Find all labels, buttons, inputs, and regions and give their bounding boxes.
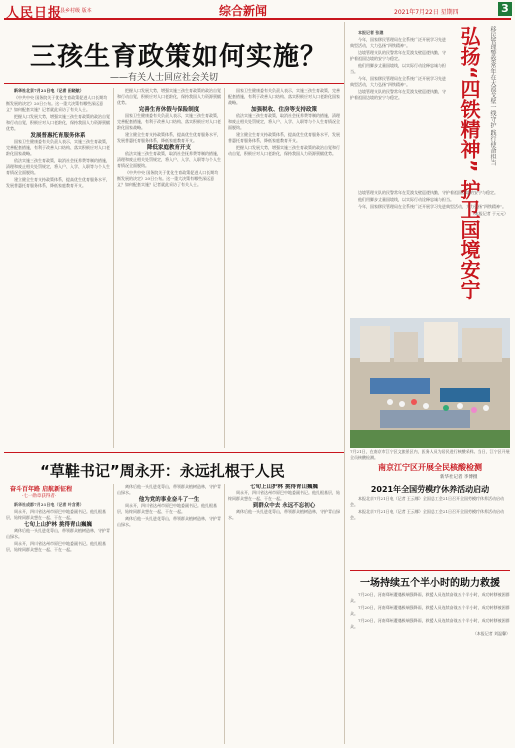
right-vertical-lead: 移民管理警察常年在大漠戈壁一线守护 践行使命担当 (489, 26, 496, 166)
middle-paragraph: 周永开，四川省达州市原巴中地委副书记。他扎根基层，始终同群众想在一起、干在一起。 (6, 541, 106, 552)
right-byline: （本报记者 于元元） (470, 211, 508, 216)
lead-column-3 (228, 88, 340, 448)
middle-paragraph: 新华社成都7月21日电（记者 叶含勇） (14, 502, 84, 507)
lead-subsection-heading: 加强税收、住房等支持政策 (250, 107, 317, 113)
lead-paragraph: 把握人口发展大势，增强实施三孩生育政策的政治自觉和行动自觉，积极应对人口老龄化，保持我国人力资源禀赋优势。 (6, 114, 110, 131)
lead-paragraph: 建立健全生育支持政策体系，提高优生优育服务水平，发展普惠托育服务体系，降低家庭教育开支。 (117, 132, 221, 143)
series-banner: 奋斗百年路 启航新征程 (10, 486, 73, 493)
middle-paragraph: 离休后他一头扎进花萼山，带领群众植树造林，守护青山绿水。 (117, 484, 221, 495)
lead-subhead: ——有关人士回应社会关切 (110, 73, 219, 83)
right-paragraph: 边境管理支队的民警常年在荒漠戈壁巡逻执勤，守护着祖国边境的安宁与稳定。 (350, 89, 446, 100)
side-paragraph: 7月20日，河南郑州遭遇极端强降雨，救援人员连续奋战五个半小时，成功转移被困群众。 (350, 618, 510, 629)
series-banner-sub: ·七一勋章获得者· (22, 494, 57, 499)
masthead (4, 2, 511, 20)
side-divider (350, 570, 510, 571)
lead-paragraph: 建立健全生育支持政策体系，提高优生优育服务水平，发展普惠托育服务体系，降低家庭教育开支。 (6, 177, 110, 188)
side-article-text (350, 496, 510, 568)
lead-paragraph: 把握人口发展大势，增强实施三孩生育政策的政治自觉和行动自觉，积极应对人口老龄化，保持我国人力资源禀赋优势。 (117, 88, 221, 105)
lead-subsection-heading: 发展普惠托育服务体系 (30, 133, 86, 139)
lead-paragraph: 依法实施三孩生育政策，取消社会抚养费等制约措施，清理和废止相关处罚规定，将入户、入学、入职等与个人生育情况全面脱钩。 (117, 151, 221, 168)
lead-paragraph: 《中共中央 国务院关于优化生育政策促进人口长期均衡发展的决定》20日公布。这一重大决策有哪些深远意义？如何配套实施？记者就此采访了有关人士。 (6, 95, 108, 112)
middle-paragraph: 离休后他一头扎进花萼山，带领群众植树造林，守护青山绿水。 (117, 516, 221, 527)
right-paragraph: 边境管理支队的民警常年在荒漠戈壁巡逻执勤，守护着祖国边境的安宁与稳定。 (358, 190, 498, 195)
middle-subsection-heading: 七旬上山护林 挑得青山巍巍 (250, 484, 318, 490)
middle-paragraph: 离休后他一头扎进花萼山，带领群众植树造林，守护青山绿水。 (228, 509, 340, 520)
right-headline: 弘扬“四铁精神” 护卫国境安宁 (457, 26, 481, 300)
right-article-text (350, 30, 448, 185)
photo-caption-title: 南京江宁区开展全民核酸检测 (378, 463, 482, 472)
lead-column-1 (6, 88, 110, 448)
middle-subsection-heading: 他为党的事业奋斗了一生 (138, 497, 200, 503)
side-paragraph: 本报北京7月21日电（记者 王云娜）全国总工会21日召开全国劳模疗休养活动启动会。 (350, 496, 504, 507)
column-rule (113, 484, 114, 744)
side-paragraph: 7月20日，河南郑州遭遇极端强降雨，救援人员连续奋战五个半小时，成功转移被困群众。 (350, 592, 510, 603)
right-paragraph: 他们用脚步丈量国境线，以实际行动诠释忠诚与担当。 (358, 197, 454, 202)
right-byline-top: 本报记者 张璁 (358, 30, 384, 35)
middle-paragraph: 周永开，四川省达州市原巴中地委副书记。他扎根基层，始终同群众想在一起、干在一起。 (117, 503, 217, 514)
middle-headline: “草鞋书记”周永开：永远扎根于人民 (40, 462, 285, 480)
lead-paragraph: 《中共中央 国务院关于优化生育政策促进人口长期均衡发展的决定》20日公布。这一重大决策有哪些深远意义？如何配套实施？记者就此采访了有关人士。 (117, 170, 219, 187)
right-paragraph: 他们用脚步丈量国境线，以实际行动诠释忠诚与担当。 (350, 63, 446, 74)
side-byline: （本报记者 刘温馨） (472, 631, 510, 636)
side-headline: 2021年全国劳模疗休养活动启动 (370, 485, 490, 494)
middle-column-2 (117, 484, 221, 744)
column-rule (344, 452, 345, 744)
lead-paragraph: 依法实施三孩生育政策，取消社会抚养费等制约措施，清理和废止相关处罚规定，将入户、入学、入职等与个人生育情况全面脱钩。 (228, 113, 340, 130)
lead-paragraph: 国家卫生健康委有关负责人表示，实施三孩生育政策，完善配套措施，有利于改善人口结构、落实积极应对人口老龄化国家战略。 (6, 139, 110, 156)
right-paragraph: 边境管理支队的民警常年在荒漠戈壁巡逻执勤，守护着祖国边境的安宁与稳定。 (350, 50, 446, 61)
column-rule (224, 484, 225, 744)
newspaper-logo: 人民日报 (6, 6, 63, 21)
column-rule (344, 22, 345, 452)
middle-subsection-heading: 七旬上山护林 挑得青山巍巍 (24, 522, 92, 528)
lead-paragraph: 国家卫生健康委有关负责人表示，实施三孩生育政策，完善配套措施，有利于改善人口结构、落实积极应对人口老龄化国家战略。 (117, 113, 221, 130)
nucleic-test-photo (350, 318, 510, 448)
headline-divider (4, 83, 344, 84)
lead-column-2 (117, 88, 221, 448)
side-paragraph: 本报北京7月21日电（记者 王云娜）全国总工会21日召开全国劳模疗休养活动启动会。 (350, 509, 504, 520)
middle-column-1 (6, 502, 110, 744)
right-paragraph: 今年，国家移民管理局在全系统广泛开展学习先进典型活动，大力弘扬“四铁精神”。 (358, 204, 507, 209)
side-paragraph: 7月20日，河南郑州遭遇极端强降雨，救援人员连续奋战五个半小时，成功转移被困群众。 (350, 605, 510, 616)
lead-subsection-heading: 降低家庭教育开支 (146, 145, 191, 151)
middle-subsection-heading: 到群众中去 永远不忘初心 (252, 503, 316, 509)
photo-caption-paragraph: 7月21日，在南京市江宁区文旅景区内，医务人员为居民进行核酸采样。当日，江宁区开展全员核酸检测。 (350, 449, 510, 460)
photo-caption-text (350, 449, 510, 463)
logo-subtitle: 县乡村级 版本 (60, 8, 92, 14)
lead-paragraph: 建立健全生育支持政策体系，提高优生优育服务水平，发展普惠托育服务体系，降低家庭教育开支。 (228, 132, 340, 143)
side-headline-2: 一场持续五个半小时的助力救援 (360, 578, 500, 589)
right-article-text-lower (350, 190, 508, 310)
lead-subsection-heading: 完善生育休假与保险制度 (138, 107, 200, 113)
photo-credit: 新华社记者 李博摄 (440, 475, 478, 480)
issue-date: 2021年7月22日 星期四 (394, 9, 459, 16)
middle-paragraph: 周永开，四川省达州市原巴中地委副书记。他扎根基层，始终同群众想在一起、干在一起。 (228, 490, 340, 501)
lead-paragraph: 依法实施三孩生育政策，取消社会抚养费等制约措施，清理和废止相关处罚规定，将入户、入学、入职等与个人生育情况全面脱钩。 (6, 158, 110, 175)
section-divider (4, 452, 344, 453)
middle-paragraph: 离休后他一头扎进花萼山，带领群众植树造林，守护青山绿水。 (6, 528, 110, 539)
lead-intro: 新华社北京7月21日电（记者 田晓航） (14, 88, 84, 93)
page-number-badge: 3 (498, 2, 512, 16)
column-rule (113, 88, 114, 448)
lead-headline: 三孩生育政策如何实施？ (30, 42, 328, 72)
column-rule (224, 88, 225, 448)
middle-paragraph: 周永开，四川省达州市原巴中地委副书记。他扎根基层，始终同群众想在一起、干在一起。 (6, 509, 106, 520)
photo-illustration (350, 318, 510, 448)
middle-column-3 (228, 484, 340, 744)
right-paragraph: 今年，国家移民管理局在全系统广泛开展学习先进典型活动，大力弘扬“四铁精神”。 (350, 76, 446, 87)
lead-paragraph: 把握人口发展大势，增强实施三孩生育政策的政治自觉和行动自觉，积极应对人口老龄化，保持我国人力资源禀赋优势。 (228, 145, 340, 156)
lead-paragraph: 国家卫生健康委有关负责人表示，实施三孩生育政策，完善配套措施，有利于改善人口结构、落实积极应对人口老龄化国家战略。 (228, 88, 340, 105)
side-article-2-text (350, 592, 510, 738)
right-paragraph: 今年，国家移民管理局在全系统广泛开展学习先进典型活动，大力弘扬“四铁精神”。 (350, 37, 446, 48)
section-title: 综合新闻 (219, 4, 268, 18)
